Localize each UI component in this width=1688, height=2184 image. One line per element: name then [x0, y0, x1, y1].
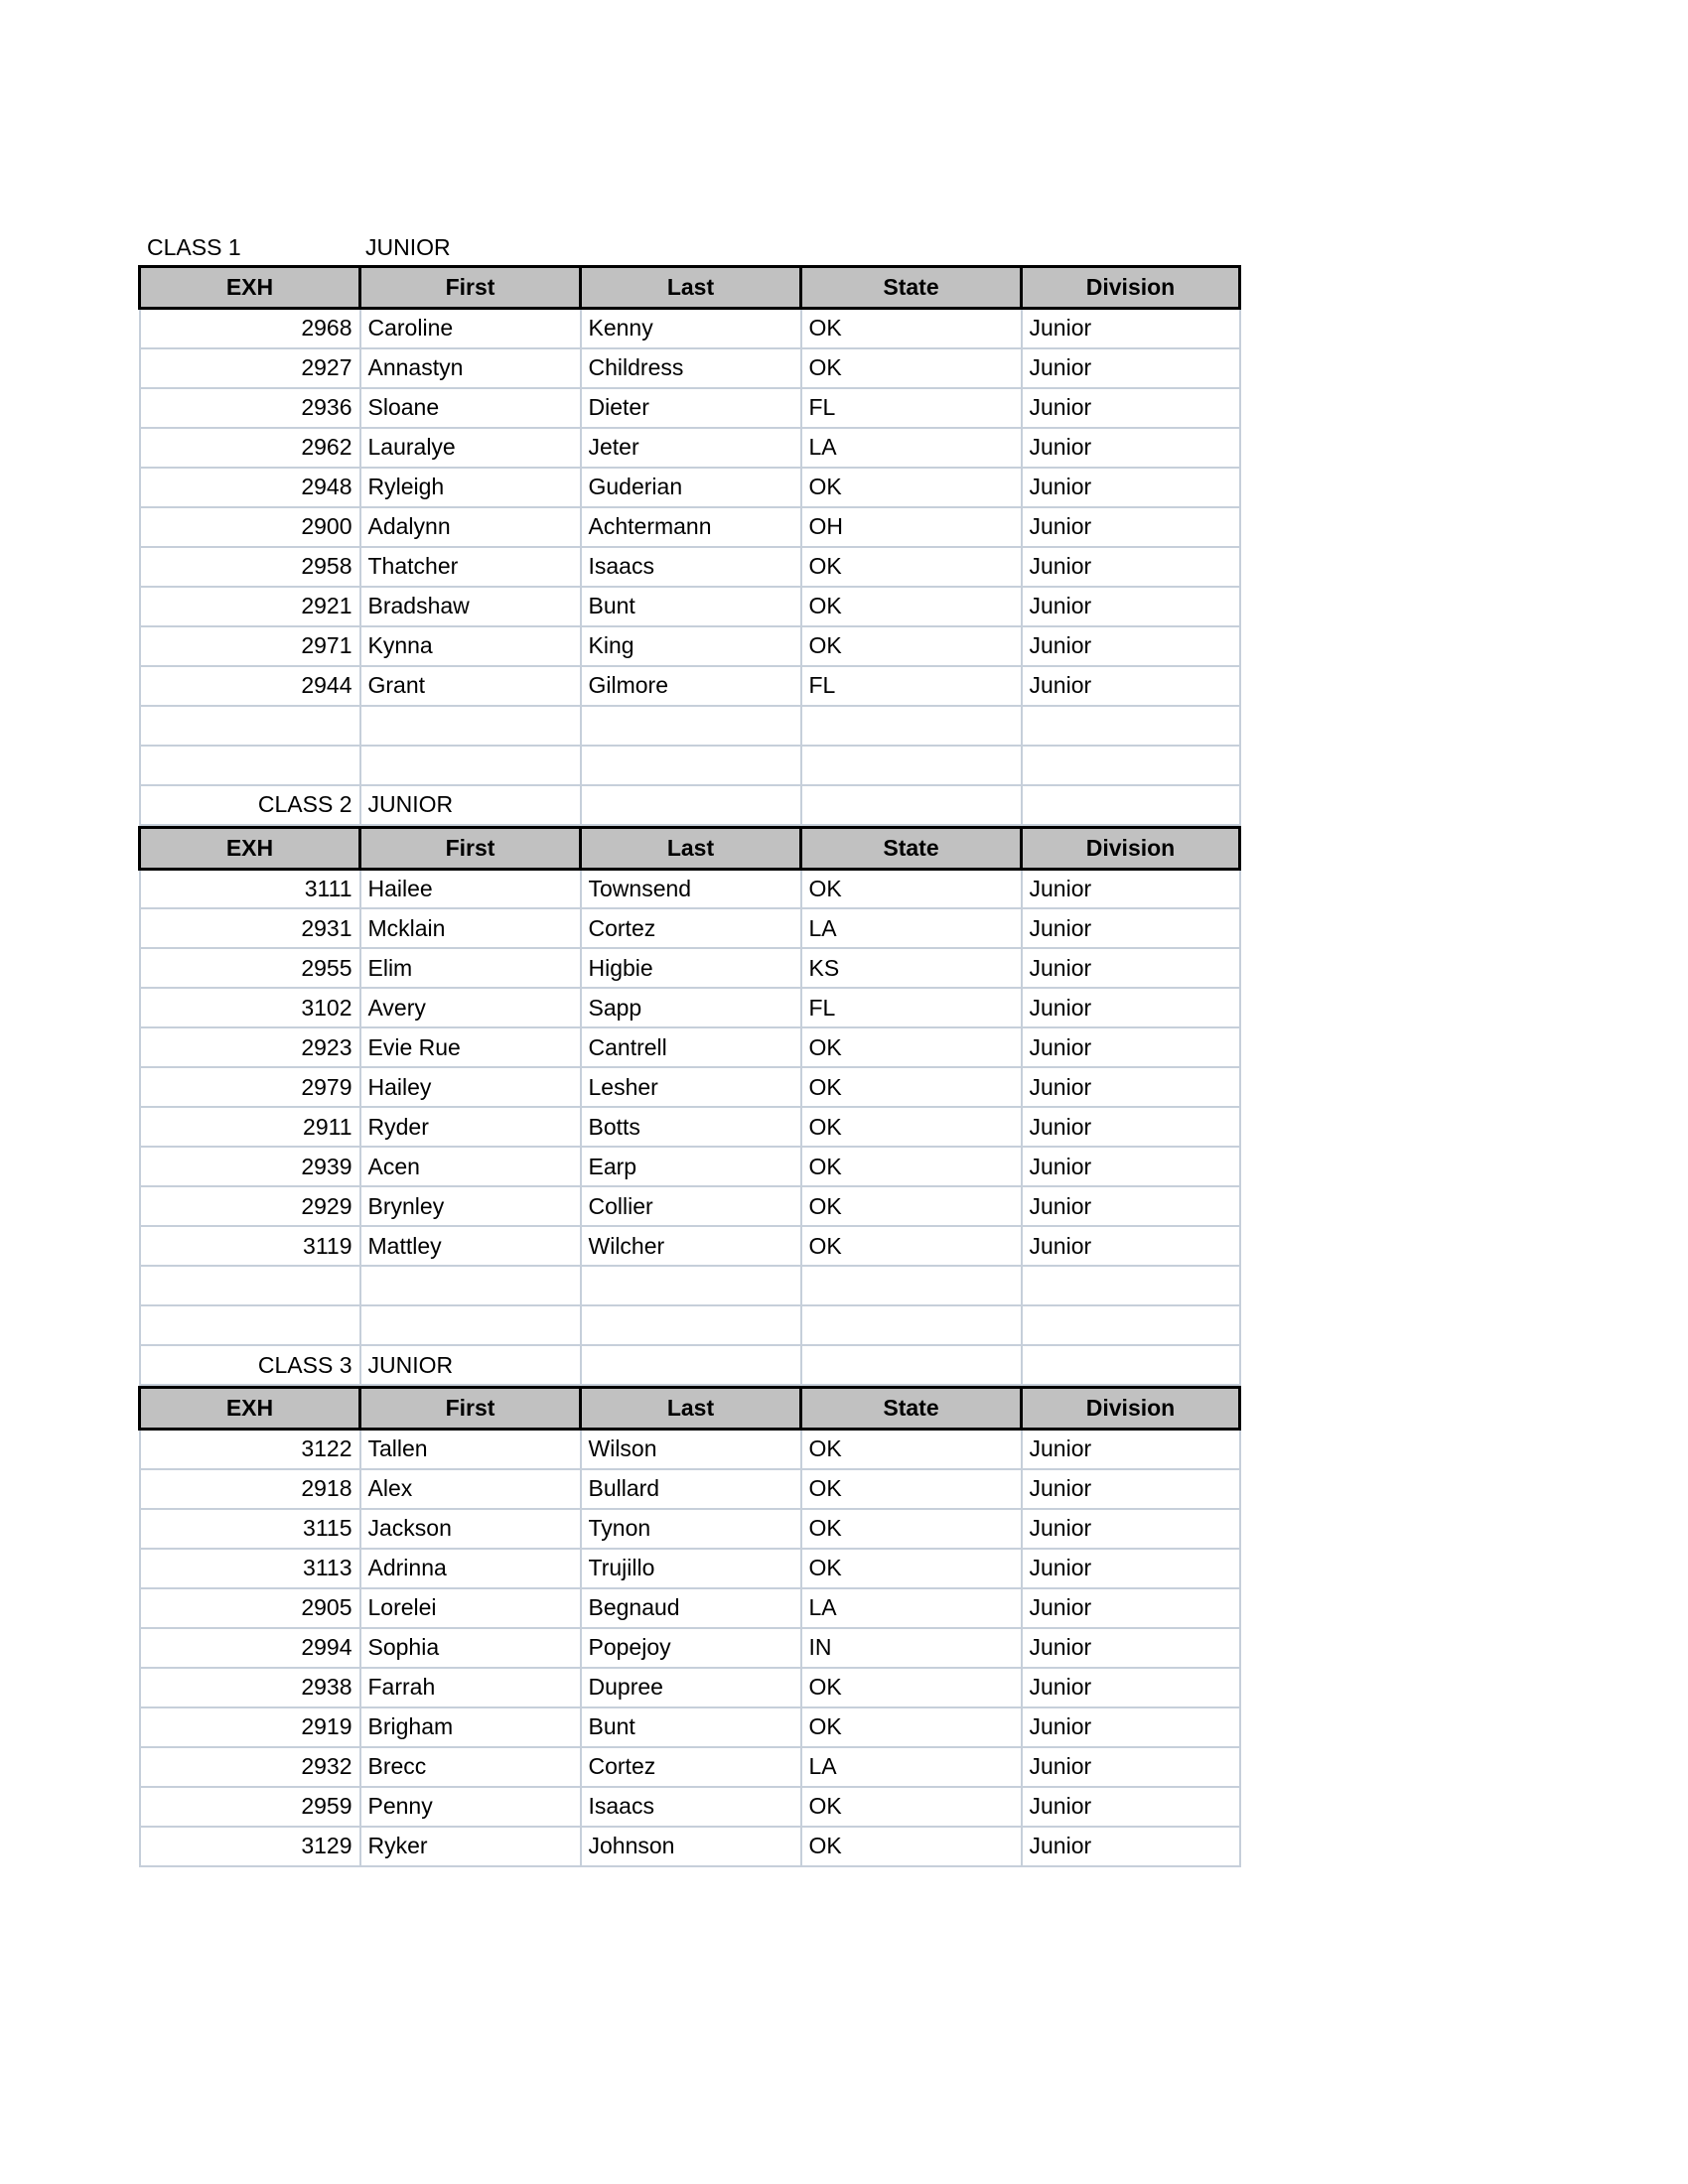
- class-title-row: [140, 1345, 1240, 1385]
- column-header-state: State: [801, 827, 1022, 869]
- table-row: [140, 388, 1240, 428]
- state-cell: OK: [801, 1147, 1022, 1186]
- table-row: [140, 1107, 1240, 1147]
- first-cell: Ryleigh: [360, 468, 581, 507]
- first-cell: Tallen: [360, 1430, 581, 1469]
- column-header-state: State: [801, 1388, 1022, 1430]
- last-cell: Jeter: [581, 428, 801, 468]
- division-cell: Junior: [1022, 1107, 1240, 1147]
- first-cell: Kynna: [360, 626, 581, 666]
- state-cell: OK: [801, 1707, 1022, 1747]
- last-cell: King: [581, 626, 801, 666]
- table-row: [140, 1147, 1240, 1186]
- first-cell: Bradshaw: [360, 587, 581, 626]
- state-cell: OK: [801, 626, 1022, 666]
- empty-cell: [360, 1305, 581, 1345]
- last-cell: Isaacs: [581, 1787, 801, 1827]
- exh-cell: 2944: [140, 666, 360, 706]
- state-cell: LA: [801, 908, 1022, 948]
- table-row: [140, 1226, 1240, 1266]
- last-cell: Collier: [581, 1186, 801, 1226]
- class-label: CLASS 2: [140, 785, 360, 825]
- exh-cell: 2994: [140, 1628, 360, 1668]
- state-cell: OK: [801, 1787, 1022, 1827]
- empty-cell: [801, 746, 1022, 785]
- division-cell: Junior: [1022, 666, 1240, 706]
- last-cell: Wilcher: [581, 1226, 801, 1266]
- last-cell: Begnaud: [581, 1588, 801, 1628]
- exh-cell: 2911: [140, 1107, 360, 1147]
- column-header-exh: EXH: [140, 267, 360, 309]
- state-cell: OH: [801, 507, 1022, 547]
- empty-cell: [581, 1305, 801, 1345]
- division-cell: Junior: [1022, 1787, 1240, 1827]
- column-header-division: Division: [1022, 267, 1240, 309]
- table-row: [140, 626, 1240, 666]
- exh-cell: 3122: [140, 1430, 360, 1469]
- exh-cell: 3115: [140, 1509, 360, 1549]
- division-cell: Junior: [1022, 1707, 1240, 1747]
- state-cell: FL: [801, 988, 1022, 1027]
- exh-cell: 3111: [140, 869, 360, 908]
- state-cell: OK: [801, 1226, 1022, 1266]
- division-cell: Junior: [1022, 908, 1240, 948]
- last-cell: Cortez: [581, 1747, 801, 1787]
- empty-cell: [801, 785, 1022, 825]
- first-cell: Annastyn: [360, 348, 581, 388]
- exh-cell: 2927: [140, 348, 360, 388]
- last-cell: Johnson: [581, 1827, 801, 1866]
- first-cell: Avery: [360, 988, 581, 1027]
- sheet: [138, 226, 1238, 1867]
- exh-cell: 2955: [140, 948, 360, 988]
- exh-cell: 2923: [140, 1027, 360, 1067]
- division-cell: Junior: [1022, 507, 1240, 547]
- state-cell: LA: [801, 1747, 1022, 1787]
- empty-cell: [801, 1305, 1022, 1345]
- state-cell: OK: [801, 468, 1022, 507]
- exh-cell: 2958: [140, 547, 360, 587]
- exh-cell: 3119: [140, 1226, 360, 1266]
- header-row: [140, 267, 1240, 309]
- state-cell: OK: [801, 1430, 1022, 1469]
- empty-row: [140, 706, 1240, 746]
- state-cell: FL: [801, 666, 1022, 706]
- empty-cell: [581, 1266, 801, 1305]
- state-cell: OK: [801, 587, 1022, 626]
- empty-cell: [581, 1345, 801, 1385]
- division-cell: Junior: [1022, 1747, 1240, 1787]
- last-cell: Achtermann: [581, 507, 801, 547]
- state-cell: FL: [801, 388, 1022, 428]
- first-cell: Sloane: [360, 388, 581, 428]
- table-row: [140, 428, 1240, 468]
- empty-cell: [140, 1305, 360, 1345]
- table-row: [140, 1827, 1240, 1866]
- column-header-division: Division: [1022, 827, 1240, 869]
- first-cell: Elim: [360, 948, 581, 988]
- division-cell: Junior: [1022, 1628, 1240, 1668]
- first-cell: Penny: [360, 1787, 581, 1827]
- first-cell: Hailee: [360, 869, 581, 908]
- first-cell: Hailey: [360, 1067, 581, 1107]
- state-cell: OK: [801, 1827, 1022, 1866]
- table-row: [140, 587, 1240, 626]
- last-cell: Townsend: [581, 869, 801, 908]
- last-cell: Gilmore: [581, 666, 801, 706]
- division-cell: Junior: [1022, 1147, 1240, 1186]
- table-row: [140, 1747, 1240, 1787]
- exh-cell: 3129: [140, 1827, 360, 1866]
- table-row: [140, 1549, 1240, 1588]
- empty-cell: [801, 706, 1022, 746]
- empty-cell: [1022, 706, 1240, 746]
- last-cell: Kenny: [581, 309, 801, 348]
- exh-cell: 3113: [140, 1549, 360, 1588]
- last-cell: Bullard: [581, 1469, 801, 1509]
- last-cell: Dieter: [581, 388, 801, 428]
- column-header-last: Last: [581, 267, 801, 309]
- division-cell: Junior: [1022, 869, 1240, 908]
- empty-cell: [360, 1266, 581, 1305]
- table-row: [140, 1067, 1240, 1107]
- exh-cell: 2932: [140, 1747, 360, 1787]
- first-cell: Brecc: [360, 1747, 581, 1787]
- exh-cell: 2979: [140, 1067, 360, 1107]
- table-row: [140, 666, 1240, 706]
- last-cell: Childress: [581, 348, 801, 388]
- exh-cell: 2962: [140, 428, 360, 468]
- table-row: [140, 1668, 1240, 1707]
- table-row: [140, 988, 1240, 1027]
- exh-cell: 2931: [140, 908, 360, 948]
- division-cell: Junior: [1022, 1668, 1240, 1707]
- table-row: [140, 1186, 1240, 1226]
- state-cell: LA: [801, 1588, 1022, 1628]
- class-label: CLASS 3: [140, 1345, 360, 1385]
- exh-cell: 2918: [140, 1469, 360, 1509]
- state-cell: OK: [801, 309, 1022, 348]
- exh-cell: 2938: [140, 1668, 360, 1707]
- first-cell: Mattley: [360, 1226, 581, 1266]
- table-row: [140, 908, 1240, 948]
- empty-row: [140, 1305, 1240, 1345]
- column-header-last: Last: [581, 827, 801, 869]
- table-row: [140, 547, 1240, 587]
- column-header-exh: EXH: [140, 827, 360, 869]
- division-cell: Junior: [1022, 1186, 1240, 1226]
- table-row: [140, 309, 1240, 348]
- table-row: [140, 1588, 1240, 1628]
- last-cell: Higbie: [581, 948, 801, 988]
- state-cell: KS: [801, 948, 1022, 988]
- column-header-last: Last: [581, 1388, 801, 1430]
- division-cell: Junior: [1022, 1226, 1240, 1266]
- table-row: [140, 1707, 1240, 1747]
- state-cell: OK: [801, 1668, 1022, 1707]
- exh-cell: 3102: [140, 988, 360, 1027]
- table-row: [140, 507, 1240, 547]
- first-cell: Brynley: [360, 1186, 581, 1226]
- division-cell: Junior: [1022, 348, 1240, 388]
- exh-cell: 2905: [140, 1588, 360, 1628]
- exh-cell: 2936: [140, 388, 360, 428]
- empty-cell: [140, 1266, 360, 1305]
- division-cell: Junior: [1022, 388, 1240, 428]
- header-row: [140, 1388, 1240, 1430]
- empty-cell: [1022, 1266, 1240, 1305]
- state-cell: OK: [801, 869, 1022, 908]
- division-label: JUNIOR: [360, 1345, 581, 1385]
- empty-row: [140, 1266, 1240, 1305]
- state-cell: LA: [801, 428, 1022, 468]
- state-cell: OK: [801, 1509, 1022, 1549]
- exh-cell: 2959: [140, 1787, 360, 1827]
- class-3-table: [138, 1386, 1241, 1867]
- first-cell: Evie Rue: [360, 1027, 581, 1067]
- exh-cell: 2919: [140, 1707, 360, 1747]
- last-cell: Sapp: [581, 988, 801, 1027]
- state-cell: OK: [801, 1067, 1022, 1107]
- first-cell: Farrah: [360, 1668, 581, 1707]
- class-1-table: [138, 265, 1241, 826]
- class-title-line: [138, 226, 1238, 265]
- exh-cell: 2929: [140, 1186, 360, 1226]
- first-cell: Grant: [360, 666, 581, 706]
- division-cell: Junior: [1022, 428, 1240, 468]
- division-cell: Junior: [1022, 468, 1240, 507]
- first-cell: Acen: [360, 1147, 581, 1186]
- state-cell: OK: [801, 1107, 1022, 1147]
- empty-row: [140, 746, 1240, 785]
- table-row: [140, 1509, 1240, 1549]
- division-cell: Junior: [1022, 1827, 1240, 1866]
- division-cell: Junior: [1022, 1469, 1240, 1509]
- empty-cell: [360, 746, 581, 785]
- division-cell: Junior: [1022, 309, 1240, 348]
- state-cell: OK: [801, 1549, 1022, 1588]
- state-cell: OK: [801, 348, 1022, 388]
- division-cell: Junior: [1022, 1509, 1240, 1549]
- first-cell: Mcklain: [360, 908, 581, 948]
- class-title-row: [140, 785, 1240, 825]
- state-cell: OK: [801, 547, 1022, 587]
- empty-cell: [801, 1345, 1022, 1385]
- column-header-state: State: [801, 267, 1022, 309]
- exh-cell: 2939: [140, 1147, 360, 1186]
- last-cell: Bunt: [581, 587, 801, 626]
- table-row: [140, 1027, 1240, 1067]
- column-header-exh: EXH: [140, 1388, 360, 1430]
- first-cell: Brigham: [360, 1707, 581, 1747]
- last-cell: Isaacs: [581, 547, 801, 587]
- table-row: [140, 869, 1240, 908]
- first-cell: Caroline: [360, 309, 581, 348]
- last-cell: Guderian: [581, 468, 801, 507]
- exh-cell: 2971: [140, 626, 360, 666]
- first-cell: Lorelei: [360, 1588, 581, 1628]
- exh-cell: 2948: [140, 468, 360, 507]
- state-cell: IN: [801, 1628, 1022, 1668]
- division-cell: Junior: [1022, 948, 1240, 988]
- state-cell: OK: [801, 1469, 1022, 1509]
- last-cell: Bunt: [581, 1707, 801, 1747]
- empty-cell: [140, 706, 360, 746]
- empty-cell: [140, 746, 360, 785]
- last-cell: Cortez: [581, 908, 801, 948]
- empty-cell: [581, 706, 801, 746]
- first-cell: Sophia: [360, 1628, 581, 1668]
- header-row: [140, 827, 1240, 869]
- empty-cell: [1022, 785, 1240, 825]
- first-cell: Jackson: [360, 1509, 581, 1549]
- column-header-division: Division: [1022, 1388, 1240, 1430]
- empty-cell: [581, 785, 801, 825]
- state-cell: OK: [801, 1027, 1022, 1067]
- exh-cell: 2900: [140, 507, 360, 547]
- last-cell: Cantrell: [581, 1027, 801, 1067]
- last-cell: Lesher: [581, 1067, 801, 1107]
- class-2-table: [138, 826, 1241, 1387]
- table-row: [140, 1787, 1240, 1827]
- last-cell: Popejoy: [581, 1628, 801, 1668]
- empty-cell: [360, 706, 581, 746]
- table-row: [140, 1628, 1240, 1668]
- first-cell: Alex: [360, 1469, 581, 1509]
- exh-cell: 2968: [140, 309, 360, 348]
- division-cell: Junior: [1022, 1430, 1240, 1469]
- last-cell: Wilson: [581, 1430, 801, 1469]
- last-cell: Tynon: [581, 1509, 801, 1549]
- empty-cell: [1022, 1345, 1240, 1385]
- first-cell: Adalynn: [360, 507, 581, 547]
- first-cell: Ryder: [360, 1107, 581, 1147]
- last-cell: Earp: [581, 1147, 801, 1186]
- column-header-first: First: [360, 1388, 581, 1430]
- table-row: [140, 1469, 1240, 1509]
- division-label: JUNIOR: [365, 234, 451, 260]
- division-cell: Junior: [1022, 1549, 1240, 1588]
- class-label: CLASS 1: [147, 234, 241, 260]
- division-cell: Junior: [1022, 547, 1240, 587]
- first-cell: Thatcher: [360, 547, 581, 587]
- last-cell: Botts: [581, 1107, 801, 1147]
- division-label: JUNIOR: [360, 785, 581, 825]
- division-cell: Junior: [1022, 1067, 1240, 1107]
- empty-cell: [801, 1266, 1022, 1305]
- first-cell: Adrinna: [360, 1549, 581, 1588]
- table-row: [140, 348, 1240, 388]
- empty-cell: [581, 746, 801, 785]
- table-row: [140, 1430, 1240, 1469]
- division-cell: Junior: [1022, 626, 1240, 666]
- table-row: [140, 948, 1240, 988]
- empty-cell: [1022, 746, 1240, 785]
- exh-cell: 2921: [140, 587, 360, 626]
- table-row: [140, 468, 1240, 507]
- column-header-first: First: [360, 827, 581, 869]
- division-cell: Junior: [1022, 1588, 1240, 1628]
- last-cell: Dupree: [581, 1668, 801, 1707]
- first-cell: Lauralye: [360, 428, 581, 468]
- division-cell: Junior: [1022, 1027, 1240, 1067]
- last-cell: Trujillo: [581, 1549, 801, 1588]
- division-cell: Junior: [1022, 988, 1240, 1027]
- division-cell: Junior: [1022, 587, 1240, 626]
- state-cell: OK: [801, 1186, 1022, 1226]
- empty-cell: [1022, 1305, 1240, 1345]
- column-header-first: First: [360, 267, 581, 309]
- first-cell: Ryker: [360, 1827, 581, 1866]
